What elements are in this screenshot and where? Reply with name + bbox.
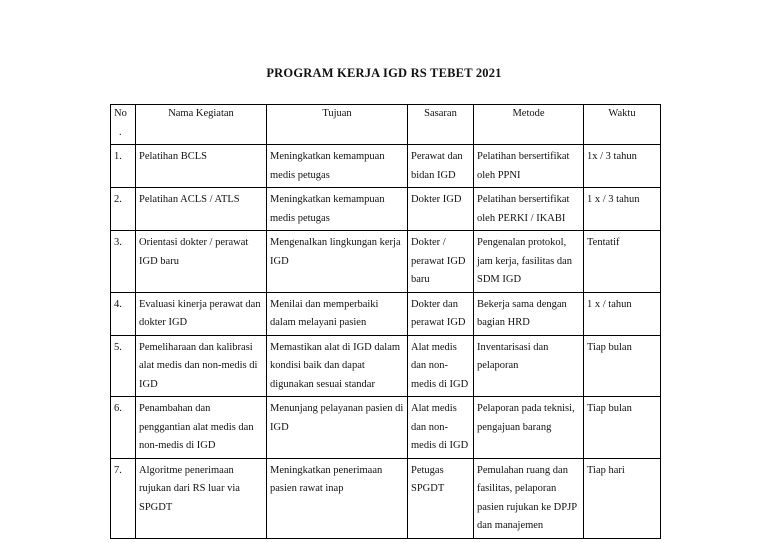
cell-kegiatan: Algoritme penerimaan rujukan dari RS luar via SPGDT	[136, 458, 267, 538]
program-table	[110, 104, 661, 539]
header-nama-kegiatan: Nama Kegiatan	[136, 105, 267, 145]
cell-no: 5.	[111, 335, 136, 397]
cell-tujuan: Menilai dan memperbaiki dalam melayani pasien	[267, 292, 408, 335]
page-title: PROGRAM KERJA IGD RS TEBET 2021	[266, 66, 502, 80]
header-waktu: Waktu	[584, 105, 661, 145]
cell-metode: Pelatihan bersertifikat oleh PERKI / IKABI	[474, 188, 584, 231]
cell-tujuan: Meningkatkan kemampuan medis petugas	[267, 188, 408, 231]
table-row	[111, 458, 661, 538]
header-tujuan: Tujuan	[267, 105, 408, 145]
cell-no: 1.	[111, 145, 136, 188]
header-no: No .	[111, 105, 136, 145]
cell-no: 3.	[111, 231, 136, 293]
cell-kegiatan: Pemeliharaan dan kalibrasi alat medis dan non-medis di IGD	[136, 335, 267, 397]
header-sasaran: Sasaran	[408, 105, 474, 145]
cell-waktu: Tentatif	[584, 231, 661, 293]
cell-waktu: 1x / 3 tahun	[584, 145, 661, 188]
cell-sasaran: Dokter / perawat IGD baru	[408, 231, 474, 293]
cell-no: 6.	[111, 397, 136, 459]
cell-tujuan: Menunjang pelayanan pasien di IGD	[267, 397, 408, 459]
cell-no: 7.	[111, 458, 136, 538]
cell-kegiatan: Evaluasi kinerja perawat dan dokter IGD	[136, 292, 267, 335]
cell-metode: Bekerja sama dengan bagian HRD	[474, 292, 584, 335]
cell-metode: Pengenalan protokol, jam kerja, fasilitas dan SDM IGD	[474, 231, 584, 293]
table-row	[111, 188, 661, 231]
table-row	[111, 397, 661, 459]
table-row	[111, 292, 661, 335]
table-row	[111, 145, 661, 188]
cell-sasaran: Alat medis dan non-medis di IGD	[408, 335, 474, 397]
cell-tujuan: Meningkatkan penerimaan pasien rawat inap	[267, 458, 408, 538]
cell-waktu: Tiap bulan	[584, 335, 661, 397]
cell-metode: Pelaporan pada teknisi, pengajuan barang	[474, 397, 584, 459]
cell-sasaran: Perawat dan bidan IGD	[408, 145, 474, 188]
cell-tujuan: Meningkatkan kemampuan medis petugas	[267, 145, 408, 188]
cell-tujuan: Mengenalkan lingkungan kerja IGD	[267, 231, 408, 293]
cell-waktu: Tiap bulan	[584, 397, 661, 459]
cell-no: 4.	[111, 292, 136, 335]
table-row	[111, 335, 661, 397]
cell-waktu: Tiap hari	[584, 458, 661, 538]
cell-metode: Inventarisasi dan pelaporan	[474, 335, 584, 397]
cell-kegiatan: Orientasi dokter / perawat IGD baru	[136, 231, 267, 293]
cell-waktu: 1 x / 3 tahun	[584, 188, 661, 231]
cell-sasaran: Alat medis dan non-medis di IGD	[408, 397, 474, 459]
header-metode: Metode	[474, 105, 584, 145]
cell-sasaran: Petugas SPGDT	[408, 458, 474, 538]
cell-tujuan: Memastikan alat di IGD dalam kondisi baik dan dapat digunakan sesuai standar	[267, 335, 408, 397]
cell-sasaran: Dokter dan perawat IGD	[408, 292, 474, 335]
table-header-row	[111, 105, 661, 145]
cell-kegiatan: Penambahan dan penggantian alat medis dan non-medis di IGD	[136, 397, 267, 459]
cell-waktu: 1 x / tahun	[584, 292, 661, 335]
cell-kegiatan: Pelatihan ACLS / ATLS	[136, 188, 267, 231]
table-row	[111, 231, 661, 293]
cell-metode: Pemulahan ruang dan fasilitas, pelaporan pasien rujukan ke DPJP dan manajemen	[474, 458, 584, 538]
cell-sasaran: Dokter IGD	[408, 188, 474, 231]
cell-no: 2.	[111, 188, 136, 231]
cell-kegiatan: Pelatihan BCLS	[136, 145, 267, 188]
cell-metode: Pelatihan bersertifikat oleh PPNI	[474, 145, 584, 188]
